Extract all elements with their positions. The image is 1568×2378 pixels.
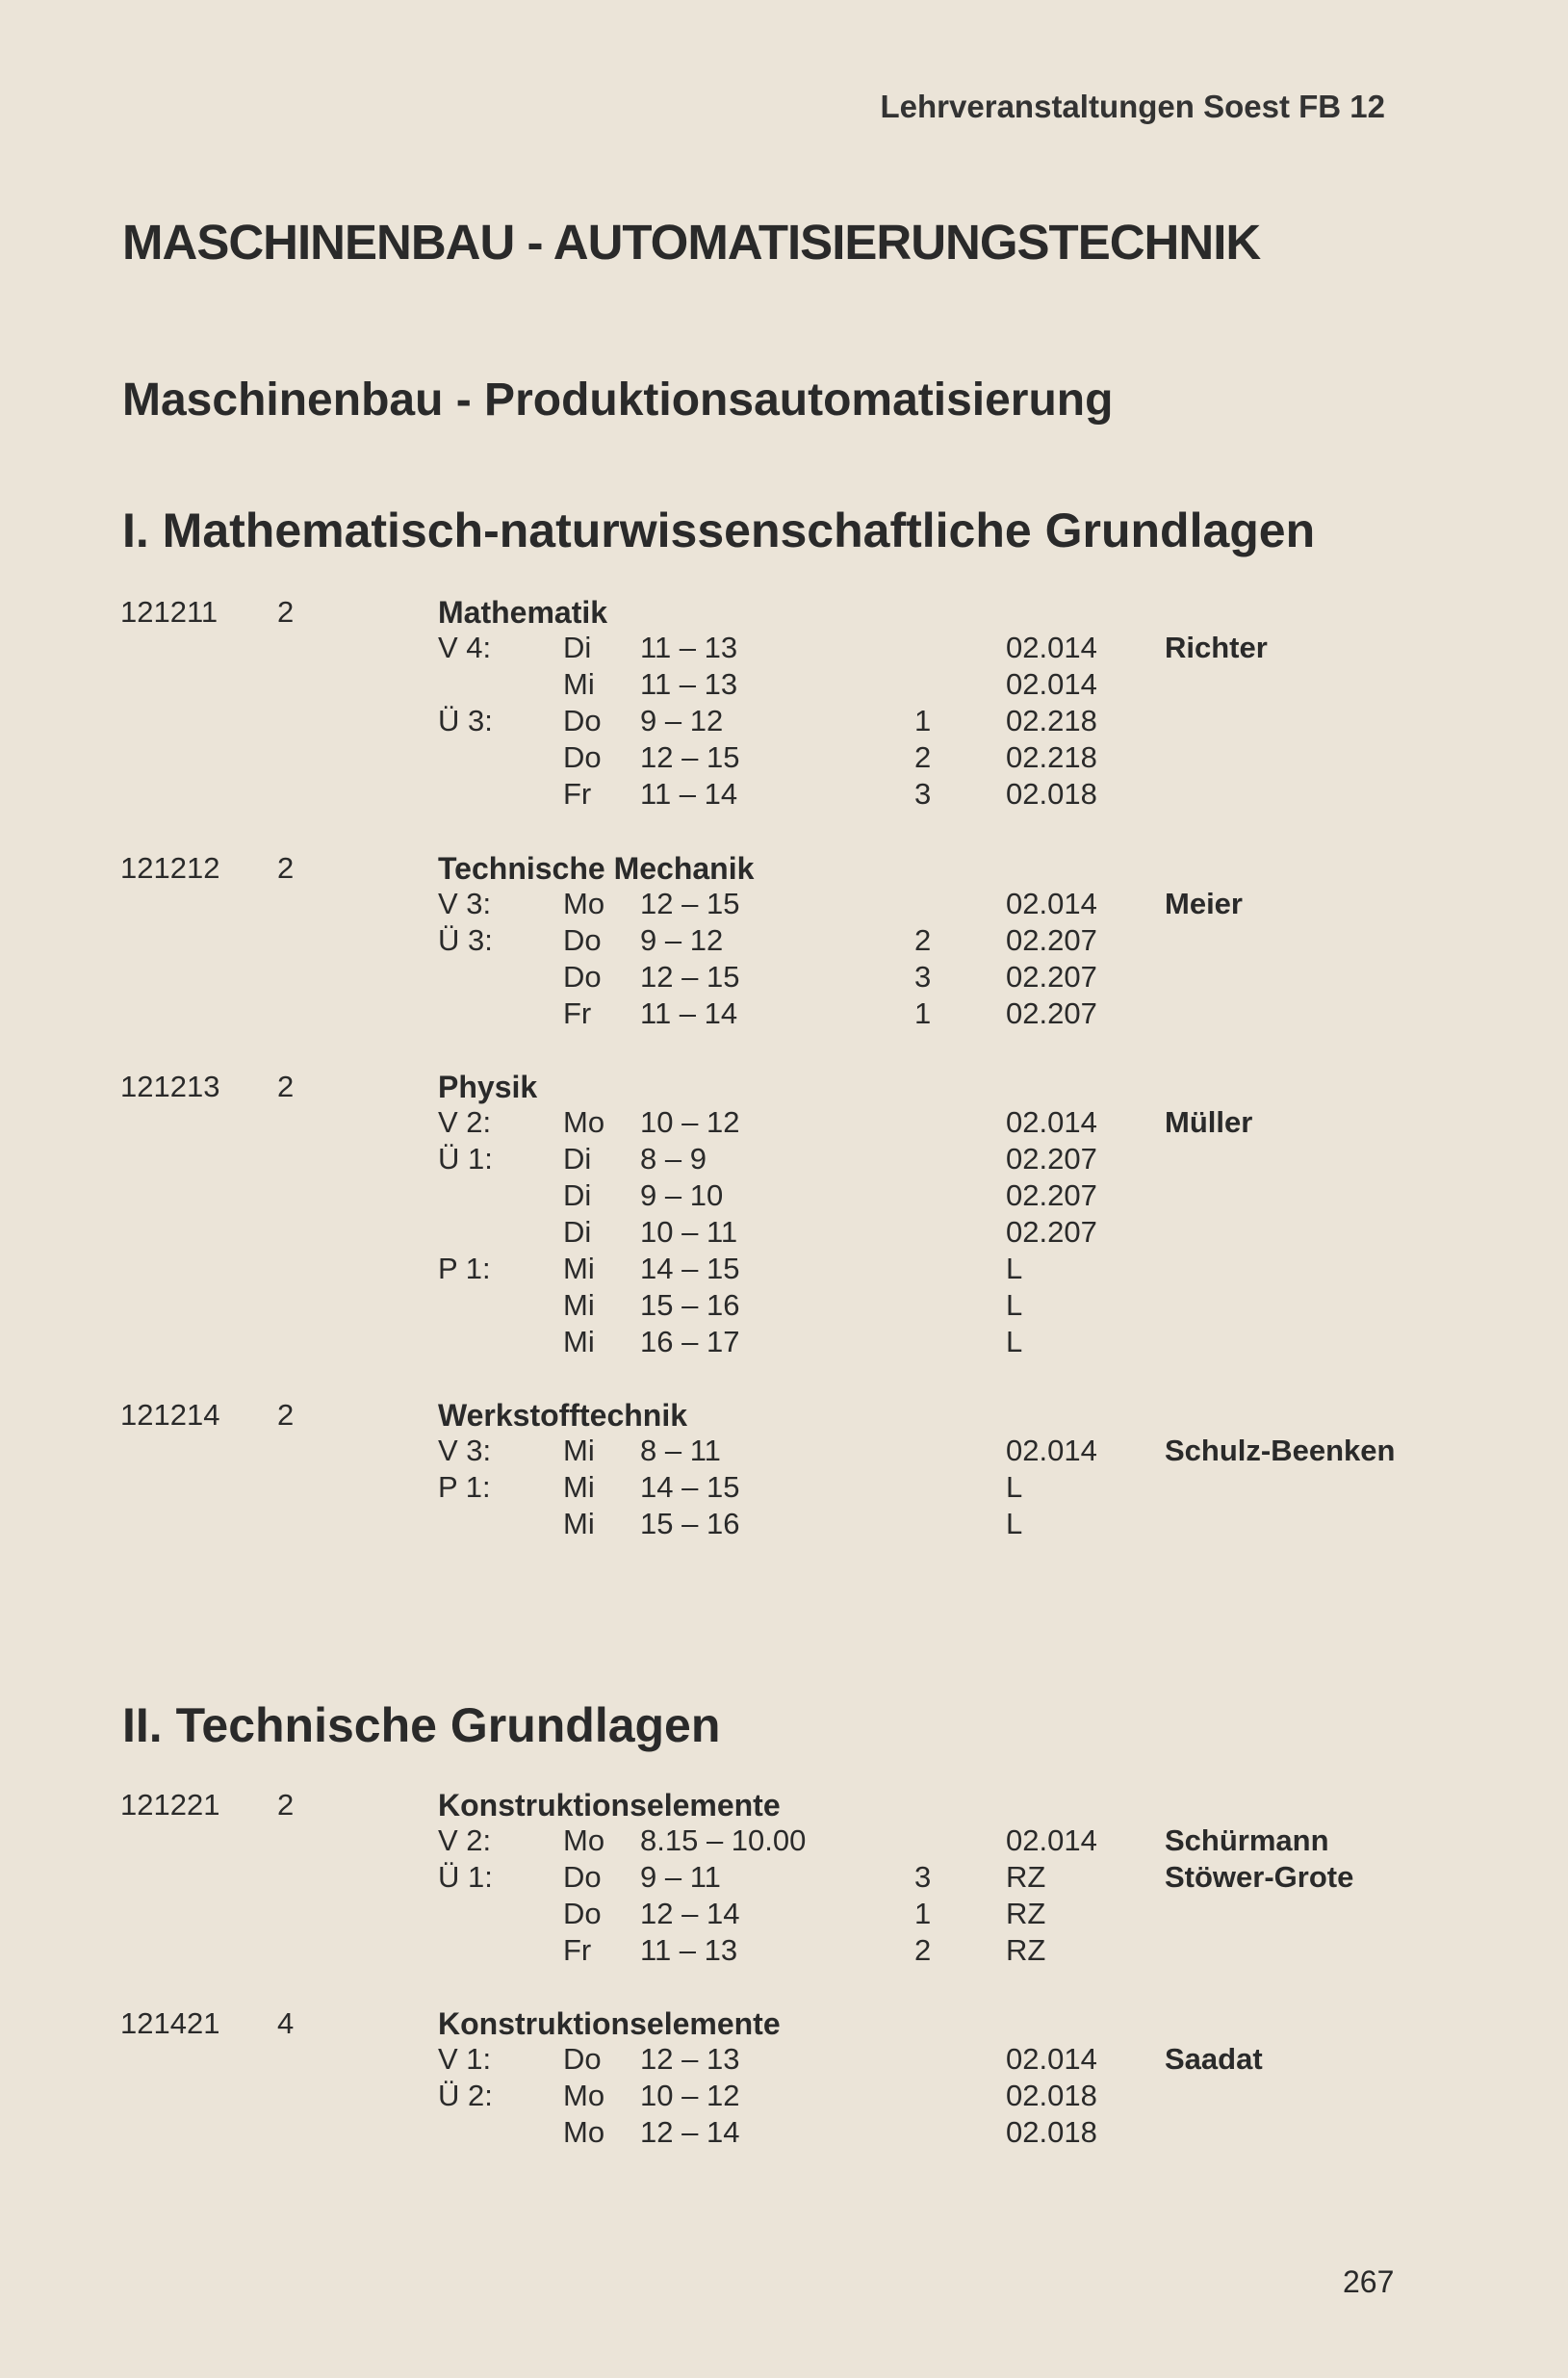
session-time: 9 – 11 — [640, 1860, 721, 1894]
session-type: Ü 3: — [438, 704, 493, 737]
session-day: Do — [563, 923, 602, 957]
session-day: Mo — [563, 1823, 605, 1857]
schedule-row — [0, 631, 1568, 667]
session-day: Do — [563, 2042, 602, 2076]
schedule-row — [0, 2079, 1568, 2115]
session-type: V 2: — [438, 1105, 492, 1139]
session-day: Mi — [563, 1252, 595, 1285]
session-type: Ü 2: — [438, 2079, 493, 2112]
session-room: 02.014 — [1006, 1105, 1097, 1139]
session-room: 02.207 — [1006, 923, 1097, 957]
session-room: 02.014 — [1006, 667, 1097, 701]
session-day: Di — [563, 1178, 592, 1212]
schedule-row — [0, 740, 1568, 777]
course-sws: 2 — [277, 1788, 295, 1822]
session-time: 11 – 13 — [640, 1933, 738, 1967]
session-time: 12 – 13 — [640, 2042, 740, 2076]
schedule-row — [0, 1288, 1568, 1325]
schedule-row — [0, 667, 1568, 704]
schedule-row — [0, 1933, 1568, 1970]
session-room: L — [1006, 1470, 1023, 1504]
course-title: Konstruktionselemente — [438, 1788, 781, 1822]
session-day: Fr — [563, 996, 592, 1030]
session-time: 9 – 10 — [640, 1178, 724, 1212]
course-title: Technische Mechanik — [438, 851, 755, 886]
course-sws: 2 — [277, 1070, 295, 1103]
course-title: Werkstofftechnik — [438, 1398, 688, 1433]
session-room: 02.014 — [1006, 631, 1097, 664]
session-time: 15 – 16 — [640, 1288, 740, 1322]
schedule-row — [0, 923, 1568, 960]
session-day: Do — [563, 1897, 602, 1930]
session-group: 2 — [914, 1933, 932, 1967]
session-day: Di — [563, 1215, 592, 1249]
session-type: Ü 1: — [438, 1142, 493, 1176]
course-title: Physik — [438, 1070, 538, 1104]
session-day: Mi — [563, 1325, 595, 1358]
session-lecturer: Schulz-Beenken — [1165, 1434, 1396, 1467]
schedule-row — [0, 1434, 1568, 1470]
session-group: 1 — [914, 1897, 932, 1930]
session-time: 8 – 9 — [640, 1142, 707, 1176]
course-sws: 4 — [277, 2006, 295, 2040]
course-title: Mathematik — [438, 595, 608, 630]
session-type: P 1: — [438, 1252, 491, 1285]
session-room: 02.014 — [1006, 1823, 1097, 1857]
session-group: 1 — [914, 996, 932, 1030]
course-sws: 2 — [277, 1398, 295, 1432]
schedule-row — [0, 2042, 1568, 2079]
session-day: Mo — [563, 887, 605, 920]
session-lecturer: Stöwer-Grote — [1165, 1860, 1354, 1894]
session-day: Do — [563, 704, 602, 737]
session-room: 02.207 — [1006, 960, 1097, 994]
session-time: 12 – 15 — [640, 740, 740, 774]
course-sws: 2 — [277, 595, 295, 629]
session-type: V 4: — [438, 631, 492, 664]
session-room: RZ — [1006, 1897, 1046, 1930]
session-lecturer: Meier — [1165, 887, 1243, 920]
schedule-row — [0, 887, 1568, 923]
document-title: MASCHINENBAU - AUTOMATISIERUNGSTECHNIK — [122, 215, 1261, 270]
session-day: Di — [563, 631, 592, 664]
course-number: 121211 — [120, 595, 218, 629]
session-day: Mo — [563, 2115, 605, 2149]
session-type: V 1: — [438, 2042, 492, 2076]
course-number: 121212 — [120, 851, 220, 885]
session-day: Fr — [563, 1933, 592, 1967]
session-day: Mi — [563, 1288, 595, 1322]
session-time: 12 – 15 — [640, 960, 740, 994]
session-lecturer: Richter — [1165, 631, 1268, 664]
session-day: Mi — [563, 667, 595, 701]
schedule-row — [0, 704, 1568, 740]
schedule-row — [0, 2115, 1568, 2152]
session-room: 02.207 — [1006, 996, 1097, 1030]
session-time: 10 – 12 — [640, 2079, 740, 2112]
session-room: 02.018 — [1006, 2115, 1097, 2149]
session-room: L — [1006, 1325, 1023, 1358]
schedule-row — [0, 1823, 1568, 1860]
session-group: 3 — [914, 960, 932, 994]
session-time: 15 – 16 — [640, 1507, 740, 1540]
session-type: V 3: — [438, 887, 492, 920]
session-lecturer: Saadat — [1165, 2042, 1263, 2076]
session-room: 02.207 — [1006, 1215, 1097, 1249]
session-room: 02.218 — [1006, 704, 1097, 737]
schedule-row — [0, 1215, 1568, 1252]
session-time: 11 – 14 — [640, 996, 738, 1030]
course-title: Konstruktionselemente — [438, 2006, 781, 2041]
session-room: RZ — [1006, 1860, 1046, 1894]
session-time: 9 – 12 — [640, 923, 724, 957]
schedule-row — [0, 1142, 1568, 1178]
session-group: 3 — [914, 777, 932, 811]
schedule-row — [0, 960, 1568, 996]
session-room: 02.207 — [1006, 1142, 1097, 1176]
session-time: 11 – 14 — [640, 777, 738, 811]
session-time: 10 – 12 — [640, 1105, 740, 1139]
session-type: Ü 3: — [438, 923, 493, 957]
schedule-row — [0, 996, 1568, 1033]
schedule-row — [0, 1897, 1568, 1933]
session-day: Di — [563, 1142, 592, 1176]
session-day: Mo — [563, 2079, 605, 2112]
session-group: 3 — [914, 1860, 932, 1894]
session-room: L — [1006, 1507, 1023, 1540]
session-room: 02.014 — [1006, 1434, 1097, 1467]
document-subtitle: Maschinenbau - Produktionsautomatisierung — [122, 375, 1114, 426]
course-number: 121221 — [120, 1788, 220, 1822]
session-time: 11 – 13 — [640, 631, 738, 664]
session-room: 02.218 — [1006, 740, 1097, 774]
session-room: 02.018 — [1006, 777, 1097, 811]
session-day: Mi — [563, 1470, 595, 1504]
section-title-1: I. Mathematisch-naturwissenschaftliche Grundlagen — [122, 504, 1316, 557]
session-room: 02.014 — [1006, 887, 1097, 920]
session-time: 12 – 15 — [640, 887, 740, 920]
session-room: L — [1006, 1252, 1023, 1285]
session-day: Mi — [563, 1507, 595, 1540]
session-day: Mi — [563, 1434, 595, 1467]
session-time: 12 – 14 — [640, 1897, 740, 1930]
session-room: 02.207 — [1006, 1178, 1097, 1212]
session-type: Ü 1: — [438, 1860, 493, 1894]
course-number: 121214 — [120, 1398, 220, 1432]
session-lecturer: Schürmann — [1165, 1823, 1329, 1857]
schedule-row — [0, 1252, 1568, 1288]
session-time: 9 – 12 — [640, 704, 724, 737]
session-day: Do — [563, 740, 602, 774]
schedule-row — [0, 1860, 1568, 1897]
session-time: 11 – 13 — [640, 667, 738, 701]
session-time: 16 – 17 — [640, 1325, 740, 1358]
schedule-row — [0, 1105, 1568, 1142]
session-group: 2 — [914, 923, 932, 957]
session-day: Do — [563, 1860, 602, 1894]
session-day: Mo — [563, 1105, 605, 1139]
schedule-row — [0, 1507, 1568, 1543]
session-type: P 1: — [438, 1470, 491, 1504]
session-room: L — [1006, 1288, 1023, 1322]
schedule-row — [0, 777, 1568, 814]
page-number: 267 — [1343, 2264, 1395, 2299]
schedule-row — [0, 1325, 1568, 1361]
running-head: Lehrveranstaltungen Soest FB 12 — [880, 89, 1385, 124]
course-sws: 2 — [277, 851, 295, 885]
session-time: 10 – 11 — [640, 1215, 738, 1249]
session-time: 14 – 15 — [640, 1252, 740, 1285]
session-room: 02.014 — [1006, 2042, 1097, 2076]
course-number: 121213 — [120, 1070, 220, 1103]
session-type: V 3: — [438, 1434, 492, 1467]
session-group: 1 — [914, 704, 932, 737]
schedule-row — [0, 1470, 1568, 1507]
session-time: 12 – 14 — [640, 2115, 740, 2149]
session-day: Do — [563, 960, 602, 994]
session-room: 02.018 — [1006, 2079, 1097, 2112]
schedule-row — [0, 1178, 1568, 1215]
session-room: RZ — [1006, 1933, 1046, 1967]
course-number: 121421 — [120, 2006, 220, 2040]
session-day: Fr — [563, 777, 592, 811]
session-time: 8.15 – 10.00 — [640, 1823, 807, 1857]
session-group: 2 — [914, 740, 932, 774]
session-type: V 2: — [438, 1823, 492, 1857]
session-lecturer: Müller — [1165, 1105, 1253, 1139]
session-time: 8 – 11 — [640, 1434, 721, 1467]
session-time: 14 – 15 — [640, 1470, 740, 1504]
section-title-2: II. Technische Grundlagen — [122, 1698, 721, 1752]
